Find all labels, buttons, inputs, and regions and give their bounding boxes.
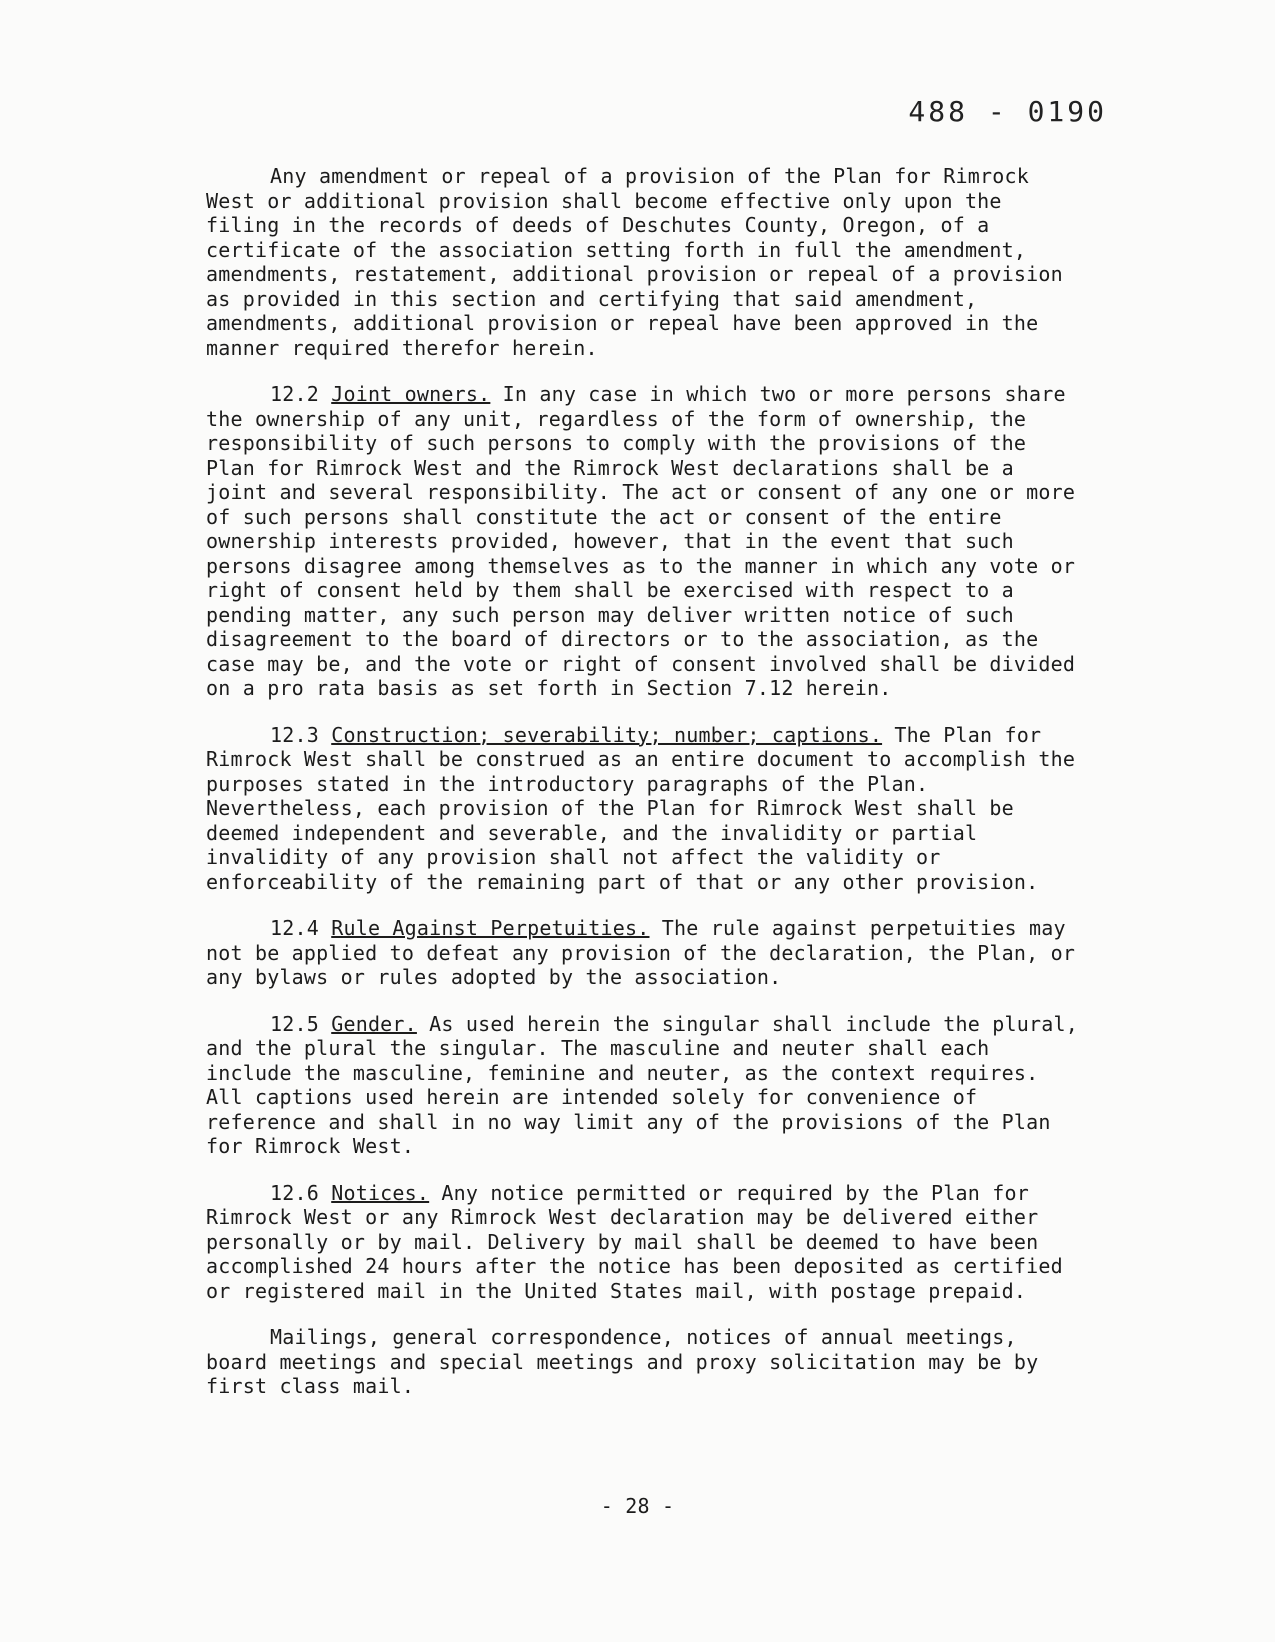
section-12-5-gender bbox=[206, 1012, 1086, 1159]
section-number: 12.2 bbox=[270, 382, 319, 406]
section-12-3-construction bbox=[206, 723, 1086, 895]
section-title: Rule Against Perpetuities. bbox=[331, 916, 650, 940]
mailings-paragraph bbox=[206, 1325, 1086, 1399]
amendment-effective-paragraph bbox=[206, 164, 1086, 360]
section-text: Any notice permitted or required by the Plan for Rimrock West or any Rimrock West declaration may be delivered either personally or by mail. Delivery by mail shall be deemed to have been accomplished 24 hours after the notice has been deposited as certified or registered mail in the United States mail, with postage prepaid. bbox=[206, 1180, 1063, 1303]
section-text: The rule against perpetuities may not be applied to defeat any provision of the declaration, the Plan, or any bylaws or rules adopted by the association. bbox=[206, 916, 1076, 989]
section-12-6-notices bbox=[206, 1181, 1086, 1304]
section-number: 12.5 bbox=[270, 1011, 319, 1036]
section-title: Joint owners. bbox=[331, 382, 491, 406]
section-12-4-rule-against-perpetuities bbox=[206, 916, 1086, 990]
section-title: Construction; severability; number; captions. bbox=[331, 722, 883, 747]
section-number: 12.3 bbox=[270, 722, 319, 747]
section-title: Notices. bbox=[331, 1180, 430, 1205]
recording-number: 488 - 0190 bbox=[908, 95, 1107, 128]
section-text: The Plan for Rimrock West shall be construed as an entire document to accomplish the purposes stated in the introductory paragraphs of the Plan. Nevertheless, each provision of the Plan for Rimrock West shall be deemed independent and severable, and the invalidity or partial invalidity of any provision shall not affect the validity or enforceability of the remaining part of that or any other provision. bbox=[206, 722, 1076, 894]
section-12-2-joint-owners bbox=[206, 382, 1086, 701]
paragraph-text: Any amendment or repeal of a provision of the Plan for Rimrock West or additional provision shall become effective only upon the filing in the records of deeds of Deschutes County, Oregon, of a certificate of the association setting forth in full the amendment, amendments, restatement, additional provision or repeal of a provision as provided in this section and certifying that said amendment, amendments, additional provision or repeal have been approved in the manner required therefor herein. bbox=[206, 164, 1063, 360]
document-body bbox=[206, 164, 1086, 1421]
paragraph-text: Mailings, general correspondence, notices of annual meetings, board meetings and special meetings and proxy solicitation may be by first class mail. bbox=[206, 1325, 1039, 1398]
section-number: 12.4 bbox=[270, 916, 319, 940]
page-number: - 28 - bbox=[600, 1494, 675, 1518]
section-text: In any case in which two or more persons share the ownership of any unit, regardless of the form of ownership, the responsibility of such persons to comply with the provisions of the Plan for Rimrock West and the Rimrock West declarations shall be a joint and several responsibility. The act or consent of any one or more of such persons shall constitute the act or consent of the entire ownership interests provided, however, that in the event that such persons disagree among themselves as to the manner in which any vote or right of consent held by them shall be exercised with respect to a pending matter, any such person may deliver written notice of such disagreement to the board of directors or to the association, as the case may be, and the vote or right of consent involved shall be divided on a pro rata basis as set forth in Section 7.12 herein. bbox=[206, 382, 1076, 700]
section-title: Gender. bbox=[331, 1011, 417, 1036]
section-number: 12.6 bbox=[270, 1180, 319, 1205]
section-text: As used herein the singular shall include the plural, and the plural the singular. The masculine and neuter shall each include the masculine, feminine and neuter, as the context requires. All captions used herein are intended solely for convenience of reference and shall in no way limit any of the provisions of the Plan for Rimrock West. bbox=[206, 1011, 1078, 1158]
